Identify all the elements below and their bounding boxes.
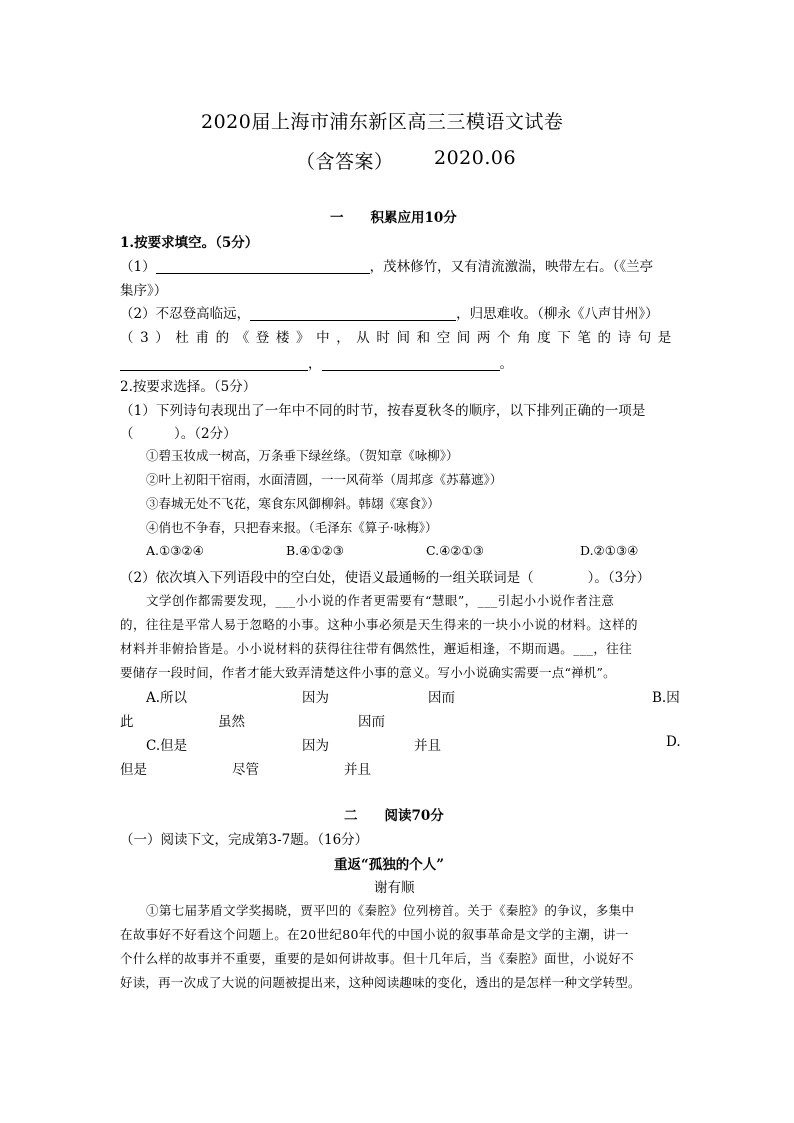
question-1-line-3: （3）杜甫的《登楼》中，从时间和空间两个角度下笔的诗句是 <box>120 330 678 346</box>
question-2-sub-2-line: （2）依次填入下列语段中的空白处，使语义最通畅的一组关联词是（ ）。（3分） <box>120 570 651 586</box>
exam-date: 2020.06 <box>434 147 517 169</box>
section-heading-accumulation: 一 积累应用10分 <box>330 210 457 226</box>
choice-d-word-1: 但是 <box>120 762 147 778</box>
line-prefix: （1） <box>120 259 156 275</box>
choice-b-word-1: 此 <box>120 714 134 730</box>
passage-line-1: 文学创作都需要发现，___小小说的作者更需要有“慧眼”，___引起小小说作者注意 <box>146 593 615 608</box>
reading-subsection-heading: （一）阅读下文，完成第3-7题。（16分） <box>120 832 369 848</box>
question-1-line-1-cont: 集序》） <box>120 283 168 299</box>
exam-title: 2020届上海市浦东新区高三三模语文试卷 <box>201 111 564 133</box>
section-heading-reading: 二 阅读70分 <box>344 808 444 824</box>
article-para-line-2: 在故事好不好看这个问题上。在20世纪80年代的中国小说的叙事革命是文学的主潮，讲一 <box>120 927 629 942</box>
choice-b-label[interactable]: B.因 <box>652 690 680 706</box>
question-1-line-4 <box>120 352 513 372</box>
poem-2: ②叶上初阳干宿雨，水面清圆，一一风荷举（周邦彦《苏幕遮》） <box>146 472 503 487</box>
choice-a-word-3: 因而 <box>428 690 455 706</box>
fill-blank-2[interactable] <box>250 306 456 321</box>
choice-d-word-3: 并且 <box>344 762 371 778</box>
line-text: ，归思难收。（柳永《八声甘州》） <box>456 306 659 322</box>
article-para-line-1: ①第七届茅盾文学奖揭晓，贾平凹的《秦腔》位列榜首。关于《秦腔》的争议，多集中 <box>146 903 635 918</box>
choice-a-label[interactable]: A.所以 <box>146 690 188 706</box>
fill-blank-3[interactable] <box>120 356 308 371</box>
article-para-line-3: 个什么样的故事并不重要，重要的是如何讲故事。但十几年后，当《秦腔》面世，小说好不 <box>120 951 635 966</box>
question-2-sub-1-line-1: （1）下列诗句表现出了一年中不同的时节，按春夏秋冬的顺序，以下排列正确的一项是 <box>120 403 646 419</box>
option-c[interactable]: C.④②①③ <box>426 543 484 558</box>
article-title: 重返“孤独的个人” <box>334 857 445 873</box>
option-b[interactable]: B.④①②③ <box>286 543 344 558</box>
fill-blank-4[interactable] <box>322 356 500 371</box>
question-1-line-1 <box>120 255 653 275</box>
line-text: ，茂林修竹，又有清流激湍，映带左右。（《兰亭 <box>369 259 654 275</box>
line-end: 。 <box>499 356 513 372</box>
passage-line-2: 的，往往是平常人易于忽略的小事。这种小事必须是天生得来的一块小小说的材料。这样的 <box>120 617 639 632</box>
separator: ， <box>308 356 322 372</box>
poem-1: ①碧玉妆成一树高，万条垂下绿丝绦。（贺知章《咏柳》） <box>146 448 459 463</box>
choice-a-word-2: 因为 <box>302 690 329 706</box>
choice-c-word-2: 因为 <box>302 738 329 754</box>
passage-line-3: 材料并非俯拾皆是。小小说材料的获得往往带有偶然性，邂逅相逢，不期而遇。___，往往 <box>120 641 633 656</box>
article-para-line-4: 好读，再一次成了大说的问题被提出来，这种阅读趣味的变化，透出的是怎样一种文学转型。 <box>120 975 641 990</box>
question-2-sub-1-line-2: （ ）。（2分） <box>120 426 237 442</box>
choice-b-word-3: 因而 <box>358 714 385 730</box>
question-1-line-2 <box>120 302 659 322</box>
question-2-heading: 2.按要求选择。（5分） <box>120 379 257 395</box>
answer-tag: （含答案） <box>296 151 394 173</box>
choice-c-word-3: 并且 <box>414 738 441 754</box>
question-1-heading: 1.按要求填空。（5分） <box>120 235 259 251</box>
poem-4: ④俏也不争春，只把春来报。（毛泽东《算子·咏梅》） <box>146 520 438 535</box>
line-prefix: （2）不忍登高临远， <box>120 306 251 322</box>
choice-d-label[interactable]: D. <box>666 734 681 750</box>
choice-d-word-2: 尽管 <box>232 762 259 778</box>
choice-b-word-2: 虽然 <box>218 714 245 730</box>
article-author: 谢有顺 <box>374 880 415 896</box>
passage-line-4: 要储存一段时间，作者才能大致弄清楚这件小事的意义。写小小说确实需要一点“禅机”。 <box>120 665 616 680</box>
fill-blank-1[interactable] <box>156 259 370 274</box>
choice-c-label[interactable]: C.但是 <box>146 738 188 754</box>
poem-3: ③春城无处不飞花，寒食东风御柳斜。韩翃《寒食》） <box>146 496 440 511</box>
option-a[interactable]: A.①③②④ <box>146 543 204 558</box>
option-d[interactable]: D.②①③④ <box>580 543 639 558</box>
